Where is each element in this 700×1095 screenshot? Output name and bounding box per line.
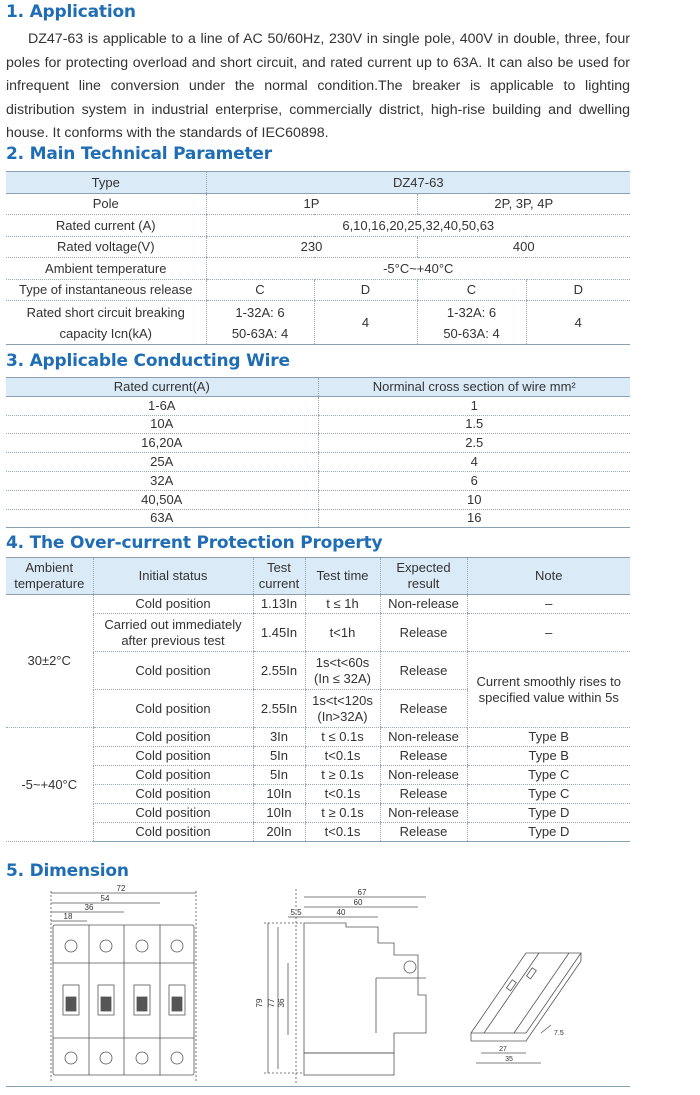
dim-72: 72 xyxy=(116,884,126,893)
release-c-multi: C xyxy=(417,279,526,301)
test-current: 5In xyxy=(253,747,305,766)
wire-cross-section: 4 xyxy=(318,453,630,472)
note-smooth-line1: Current smoothly rises to xyxy=(476,673,621,689)
time-line2: (In ≤ 32A) xyxy=(314,670,371,686)
note: Type D xyxy=(467,823,630,842)
dim-77: 77 xyxy=(267,998,276,1008)
header-ambient xyxy=(6,558,93,595)
dim-5-5: 5.5 xyxy=(290,908,302,917)
test-current: 20In xyxy=(253,823,305,842)
result: Release xyxy=(380,785,467,804)
time-line2: (In>32A) xyxy=(317,708,368,724)
pole-multi: 2P, 3P, 4P xyxy=(417,193,630,215)
time-line1: 1s<t<60s xyxy=(315,654,370,670)
breaking-label xyxy=(6,301,206,345)
result: Release xyxy=(380,614,467,652)
result: Non-release xyxy=(380,804,467,823)
section-title-wire: 3. Applicable Conducting Wire xyxy=(6,351,290,371)
header-result-line1: Expected xyxy=(396,560,451,575)
test-time: t<1h xyxy=(305,614,380,652)
dim-67: 67 xyxy=(357,888,367,897)
test-current: 2.55In xyxy=(253,690,305,728)
header-expected-result xyxy=(380,558,467,595)
result: Release xyxy=(380,747,467,766)
test-current: 1.13In xyxy=(253,595,305,614)
dim-40: 40 xyxy=(336,908,346,917)
dimension-drawings xyxy=(6,883,630,1086)
table-row xyxy=(6,258,630,280)
section-title-application: 1. Application xyxy=(6,2,136,22)
status: Cold position xyxy=(93,652,253,690)
note-smooth-line2: specified value within 5s xyxy=(478,689,619,705)
header-note: Note xyxy=(467,558,630,595)
status: Cold position xyxy=(93,766,253,785)
temp-range: -5~+40°C xyxy=(6,728,93,842)
conducting-wire-table xyxy=(6,377,630,528)
wire-rated-current: 32A xyxy=(6,471,318,490)
table-row xyxy=(6,215,630,237)
table-row xyxy=(6,652,630,690)
table-row xyxy=(6,747,630,766)
test-time: t ≤ 0.1s xyxy=(305,728,380,747)
table-row xyxy=(6,236,630,258)
table-row xyxy=(6,396,630,415)
header-current-line2: current xyxy=(258,576,300,591)
result: Release xyxy=(380,690,467,728)
breaking-c-multi xyxy=(417,301,526,345)
breaking-c-1p-line1: 1-32A: 6 xyxy=(235,304,285,320)
breaking-label-line1: Rated short circuit breaking xyxy=(26,304,185,320)
breaking-c-multi-line2: 50-63A: 4 xyxy=(443,325,500,341)
current-label: Rated current (A) xyxy=(6,215,206,237)
header-test-time: Test time xyxy=(305,558,380,595)
ambient-label: Ambient temperature xyxy=(6,258,206,280)
breaking-c-1p xyxy=(206,301,314,345)
side-view-drawing xyxy=(264,889,426,1083)
breaking-c-multi-line1: 1-32A: 6 xyxy=(446,304,497,320)
ambient-value: -5°C~+40°C xyxy=(206,258,630,280)
status: Cold position xyxy=(93,690,253,728)
table-row xyxy=(6,766,630,785)
header-ambient-line2: temperature xyxy=(14,576,85,591)
wire-rows xyxy=(6,396,630,528)
table-row xyxy=(6,509,630,528)
status: Cold position xyxy=(93,785,253,804)
wire-rated-current: 16,20A xyxy=(6,434,318,453)
wire-rated-current: 1-6A xyxy=(6,396,318,415)
result: Non-release xyxy=(380,728,467,747)
release-d-multi: D xyxy=(526,279,630,301)
section-title-technical: 2. Main Technical Parameter xyxy=(6,144,272,164)
voltage-label: Rated voltage(V) xyxy=(6,236,206,258)
test-current: 2.55In xyxy=(253,652,305,690)
dim-35: 35 xyxy=(505,1056,513,1063)
table-row xyxy=(6,595,630,614)
release-c-1p: C xyxy=(206,279,314,301)
result: Release xyxy=(380,823,467,842)
test-current: 3In xyxy=(253,728,305,747)
pole-1p: 1P xyxy=(206,193,417,215)
wire-rated-current: 63A xyxy=(6,509,318,528)
table-row xyxy=(6,614,630,652)
breaking-d-multi: 4 xyxy=(526,301,630,345)
note: – xyxy=(467,595,630,614)
note: Type C xyxy=(467,785,630,804)
dim-54: 54 xyxy=(100,894,110,903)
test-time xyxy=(305,690,380,728)
note-smooth xyxy=(467,652,630,728)
test-time: t ≥ 0.1s xyxy=(305,804,380,823)
table-row xyxy=(6,804,630,823)
wire-cross-section: 2.5 xyxy=(318,434,630,453)
voltage-multi: 400 xyxy=(417,236,630,258)
status: Cold position xyxy=(93,728,253,747)
section-title-protection: 4. The Over-current Protection Property xyxy=(6,533,383,553)
test-time: t<0.1s xyxy=(305,747,380,766)
table-row xyxy=(6,490,630,509)
note: Type B xyxy=(467,728,630,747)
test-current: 10In xyxy=(253,785,305,804)
col-rated-current: Rated current(A) xyxy=(6,378,318,397)
dim-79: 79 xyxy=(255,998,264,1008)
col-cross-section: Norminal cross section of wire mm² xyxy=(318,378,630,397)
time-line1: 1s<t<120s xyxy=(312,692,373,708)
result: Non-release xyxy=(380,595,467,614)
test-time: t<0.1s xyxy=(305,785,380,804)
dim-18: 18 xyxy=(63,912,73,921)
din-rail-drawing xyxy=(471,953,581,1063)
section-title-dimension: 5. Dimension xyxy=(6,861,129,881)
header-result-line2: result xyxy=(407,576,440,591)
pole-label: Pole xyxy=(6,193,206,215)
header-ambient-line1: Ambient xyxy=(25,560,74,575)
note: Type D xyxy=(467,804,630,823)
type-label: Type xyxy=(6,172,206,194)
result: Non-release xyxy=(380,766,467,785)
test-time: t<0.1s xyxy=(305,823,380,842)
result: Release xyxy=(380,652,467,690)
wire-rated-current: 10A xyxy=(6,415,318,434)
breaking-c-1p-line2: 50-63A: 4 xyxy=(231,325,289,341)
table-row xyxy=(6,172,630,194)
note: Type B xyxy=(467,747,630,766)
status xyxy=(93,614,253,652)
table-row xyxy=(6,558,630,595)
test-current: 1.45In xyxy=(253,614,305,652)
status: Cold position xyxy=(93,804,253,823)
wire-rated-current: 40,50A xyxy=(6,490,318,509)
table-row xyxy=(6,193,630,215)
table-row xyxy=(6,415,630,434)
dim-36-side: 36 xyxy=(277,998,286,1008)
table-row xyxy=(6,823,630,842)
wire-rated-current: 25A xyxy=(6,453,318,472)
header-test-current xyxy=(253,558,305,595)
table-row xyxy=(6,728,630,747)
technical-parameter-table xyxy=(6,171,630,345)
temp-30: 30±2°C xyxy=(6,595,93,728)
wire-cross-section: 1.5 xyxy=(318,415,630,434)
test-current: 5In xyxy=(253,766,305,785)
application-paragraph xyxy=(6,28,630,146)
status-line1: Carried out immediately xyxy=(104,616,242,632)
status: Cold position xyxy=(93,747,253,766)
breaking-d-1p: 4 xyxy=(314,301,417,345)
table-row xyxy=(6,301,630,345)
release-label: Type of instantaneous release xyxy=(6,279,206,301)
table-row xyxy=(6,378,630,397)
type-value: DZ47-63 xyxy=(206,172,630,194)
wire-cross-section: 6 xyxy=(318,471,630,490)
test-current: 10In xyxy=(253,804,305,823)
status: Cold position xyxy=(93,595,253,614)
protection-table xyxy=(6,557,630,842)
current-value: 6,10,16,20,25,32,40,50,63 xyxy=(206,215,630,237)
test-time: t ≥ 0.1s xyxy=(305,766,380,785)
header-initial-status: Initial status xyxy=(93,558,253,595)
dim-60: 60 xyxy=(353,898,363,907)
table-row xyxy=(6,785,630,804)
dim-36: 36 xyxy=(84,903,94,912)
status-line2: after previous test xyxy=(121,632,225,648)
table-row xyxy=(6,471,630,490)
front-view-drawing xyxy=(51,891,196,1083)
wire-cross-section: 16 xyxy=(318,509,630,528)
note: Type C xyxy=(467,766,630,785)
dim-7-5: 7.5 xyxy=(554,1030,564,1037)
release-d-1p: D xyxy=(314,279,417,301)
note: – xyxy=(467,614,630,652)
status: Cold position xyxy=(93,823,253,842)
breaking-label-line2: capacity Icn(kA) xyxy=(59,325,152,341)
test-time: t ≤ 1h xyxy=(305,595,380,614)
dim-27: 27 xyxy=(499,1046,507,1053)
table-row xyxy=(6,434,630,453)
wire-cross-section: 10 xyxy=(318,490,630,509)
header-current-line1: Test xyxy=(267,560,291,575)
voltage-1p: 230 xyxy=(206,236,417,258)
dimension-figure xyxy=(6,883,630,1087)
table-row xyxy=(6,279,630,301)
application-text: DZ47-63 is applicable to a line of AC 50/60Hz, 230V in single pole, 400V in double, three, four poles for protecting overload and short circuit, and rated current up to 63A. It can also be used for infrequent line conversion under the normal condition.The breaker is applicable to lighting distribution system in industrial enterprise, commercially district, high-rise building and dwelling house. It conforms with the standards of IEC60898. xyxy=(6,31,630,141)
test-time xyxy=(305,652,380,690)
wire-cross-section: 1 xyxy=(318,396,630,415)
table-row xyxy=(6,453,630,472)
